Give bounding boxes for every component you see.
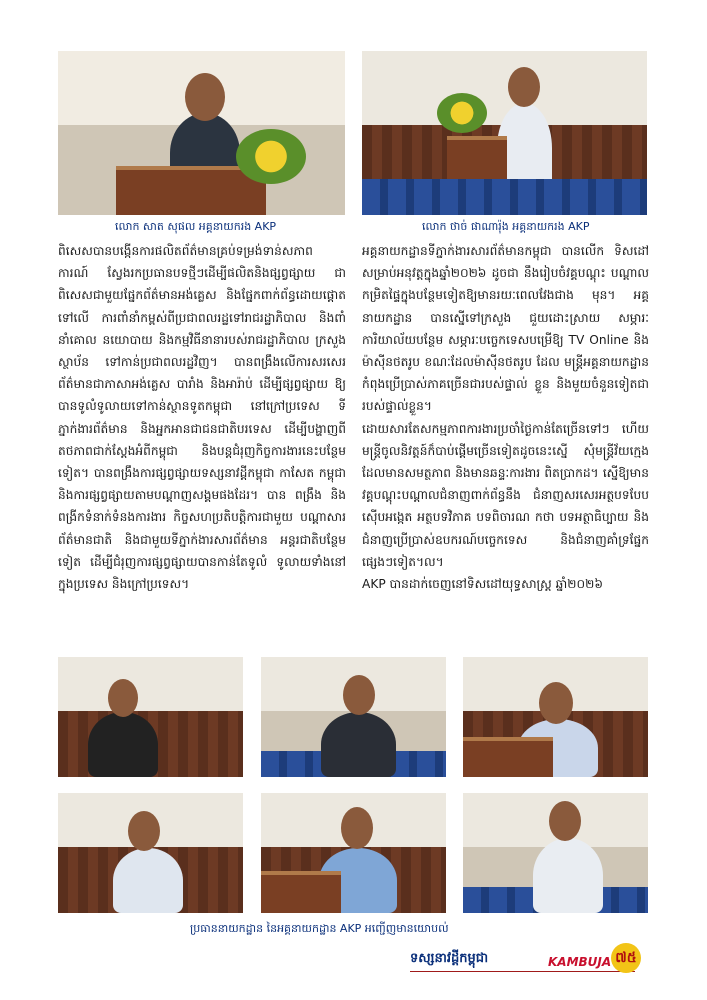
- left-column-text: [58, 240, 346, 595]
- paragraph: ពិសេសបានបង្កើនការផលិតព័ត៌មានគ្រប់ទម្រង់ទាន់សភាព ការណ៍ ស្វែងរកប្រធានបទថ្មីៗដើម្បីផលិតនិងផ្សព្វផ្សាយ ជាពិសេសជាមួយផ្នែកព័ត៌មានអង់គ្លេស និងផ្នែកពាក់ព័ន្ធដោយផ្តោតទៅលើ ការពាំនាំកម្ពស់ពីប្រជាពលរដ្ឋទៅរាជរដ្ឋាភិបាល និងពាំនាំគោល នយោបាយ និងកម្មវិធីនានារបស់រាជរដ្ឋាភិបាល ក្រសួង ស្ថាប័ន ទៅកាន់ប្រជាពលរដ្ឋវិញ។ បានពង្រឹងលើការសរសេរ ព័ត៌មានជាភាសាអង់គ្លេស បារាំង និងអារ៉ាប់ ដើម្បីផ្សព្វផ្សាយ ឱ្យបានទូលំទូលាយទៅកាន់ស្ថានទូតកម្ពុជា នៅក្រៅប្រទេស ទីភ្នាក់ងារព័ត៌មាន និងអ្នកអានជាជនជាតិបរទេស ដើម្បីបង្ហាញពី តថភាពជាក់ស្តែងអំពីកម្ពុជា និងបន្តជំរុញកិច្ចការងារនេះបន្ថែម ទៀត។ បានពង្រឹងការផ្សព្វផ្សាយទស្សនាវដ្តីកម្ពុជា កាសែត កម្ពុជា និងការផ្សព្វផ្សាយតាមបណ្តាញសង្គមផងដែរ។ បាន ពង្រឹង និងពង្រីកទំនាក់ទំនងការងារ កិច្ចសហប្រតិបត្តិការជាមួយ បណ្តាសារព័ត៌មានជាតិ និងជាមួយទីភ្នាក់ងារសារព័ត៌មាន អន្តរជាតិបន្ថែមទៀត ដើម្បីជំរុញការផ្សព្វផ្សាយបានកាន់តែទូលំ ទូលាយទាំងនៅក្នុងប្រទេស និងក្រៅប្រទេស។: [58, 244, 346, 592]
- magazine-title: ទស្សនាវដ្តីកម្ពុជា: [410, 951, 489, 966]
- photo-grid-5: [261, 793, 446, 913]
- magazine-brand: KAMBUJA: [548, 955, 612, 969]
- photo-grid-6: [463, 793, 648, 913]
- right-column-text: [362, 240, 649, 595]
- photo-caption-2: លោក ថាច់ ផាណារ៉ុង អគ្គនាយករង AKP: [422, 220, 590, 233]
- photo-grid-2: [261, 657, 446, 777]
- paragraph: AKP បានដាក់ចេញនៅទិសដៅយុទ្ធសាស្ត្រ ឆ្នាំ២០២៦: [362, 577, 603, 592]
- footer-divider: [410, 971, 635, 972]
- photo-grid-3: [463, 657, 648, 777]
- photo-grid-1: [58, 657, 243, 777]
- paragraph: អគ្គនាយកដ្ឋានទីភ្នាក់ងារសារព័ត៌មានកម្ពុជា បានលើក ទិសដៅសម្រាប់អនុវត្តក្នុងឆ្នាំ២០២៦ ដូចជា នឹងរៀបចំវគ្គបណ្តុះ បណ្តាលកម្រិតផ្ទៃក្នុងបន្ថែមទៀតឱ្យមានរយៈពេលវែងជាង មុន។ អគ្គនាយកដ្ឋាន បានស្នើទៅក្រសួង ជួយដោះស្រាយ សម្ភារៈការិយាល័យបន្ថែម សម្ភារៈបច្ចេកទេសបម្រើឱ្យ TV Online និងម៉ាស៊ីនថតរូប ខណៈដែលម៉ាស៊ីនថតរូប ដែល មន្ត្រីអគ្គនាយកដ្ឋានកំពុងប្រើប្រាស់ភាគច្រើនជារបស់ផ្ទាល់ ខ្លួន និងមួយចំនួនទៀតជារបស់ផ្ទាល់ខ្លួន។: [362, 244, 649, 414]
- paragraph: ដោយសារតែសកម្មភាពការងារប្រចាំថ្ងៃកាន់តែច្រើនទៅៗ ហើយមន្ត្រីចូលនិវត្តន៍ក៏បាប់ផ្តើមច្រើនទៀតដូចនេះស្នើ សុំមន្ត្រីវ័យក្មេង ដែលមានសមត្ថភាព និងមានឆន្ទៈការងារ ពិតប្រាកដ។ ស្នើឱ្យមានវគ្គបណ្តុះបណ្តាលជំនាញពាក់ព័ន្ធនឹង ជំនាញសរសេរអត្ថបទបែបស៊ើបអង្កេត អត្ថបទវិភាគ បទពិចារណ កថា បទអត្ថាធិប្បាយ និងជំនាញប្រើប្រាស់ឧបករណ៍បច្ចេកទេស និងជំនាញគាំទ្រផ្នែកផ្សេងៗទៀត។ល។: [362, 421, 649, 569]
- photo-grid-4: [58, 793, 243, 913]
- bottom-photo-caption: ប្រធាននាយកដ្ឋាន នៃអគ្គនាយកដ្ឋាន AKP អញ្ជើញមានយោបល់: [190, 922, 449, 935]
- page-number: ៧៥: [611, 943, 641, 973]
- photo-speaker-1: [58, 51, 345, 215]
- photo-caption-1: លោក សាត សុផល អគ្គនាយករង AKP: [115, 220, 277, 233]
- photo-speaker-2: [362, 51, 647, 215]
